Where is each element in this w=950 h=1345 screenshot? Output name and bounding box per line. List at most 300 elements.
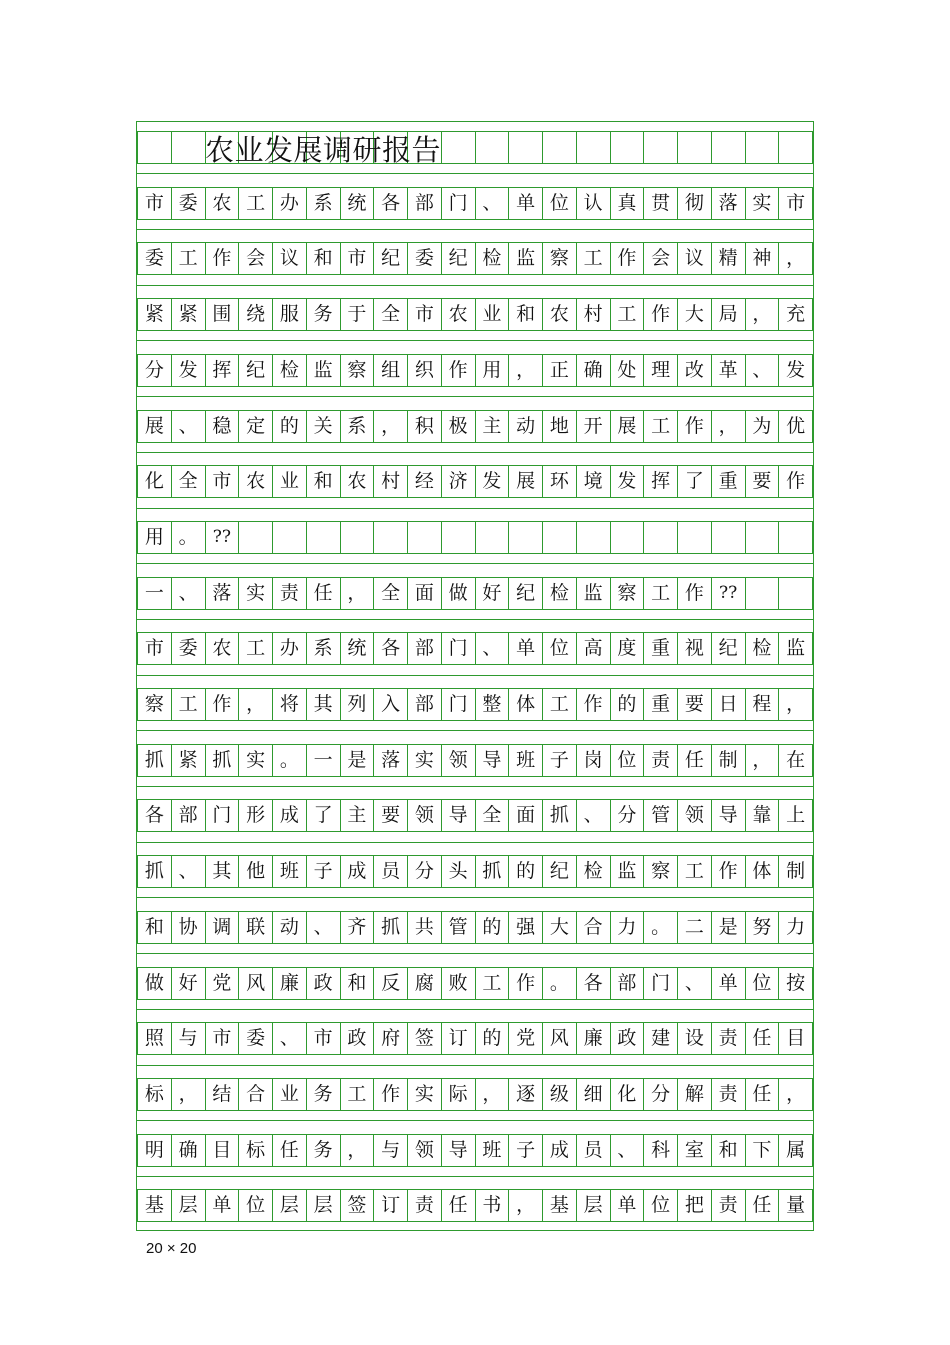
grid-cell bbox=[576, 131, 611, 164]
grid-character: 签 bbox=[407, 1022, 442, 1055]
grid-character: 实 bbox=[407, 1078, 442, 1111]
text-row bbox=[137, 354, 813, 387]
grid-character: ， bbox=[745, 744, 780, 777]
grid-character: 二 bbox=[677, 911, 712, 944]
grid-character: 地 bbox=[542, 410, 577, 443]
grid-character: 工 bbox=[643, 410, 678, 443]
grid-character: 作 bbox=[610, 242, 645, 275]
grid-character: 标 bbox=[137, 1078, 172, 1111]
grid-character: 调 bbox=[205, 911, 240, 944]
text-row bbox=[137, 688, 813, 721]
grid-character: 分 bbox=[137, 354, 172, 387]
grid-character: 责 bbox=[407, 1189, 442, 1222]
grid-character: 门 bbox=[441, 688, 476, 721]
grid-character: 领 bbox=[407, 799, 442, 832]
grid-character: 门 bbox=[205, 799, 240, 832]
grid-character: 议 bbox=[677, 242, 712, 275]
grid-character: 标 bbox=[238, 1134, 273, 1167]
grid-gap-line bbox=[137, 229, 813, 230]
grid-character: 神 bbox=[745, 242, 780, 275]
grid-character: 成 bbox=[340, 855, 375, 888]
grid-character: 的 bbox=[610, 688, 645, 721]
grid-character: 风 bbox=[542, 1022, 577, 1055]
grid-character: 好 bbox=[171, 967, 206, 1000]
text-row bbox=[137, 465, 813, 498]
grid-character: 设 bbox=[677, 1022, 712, 1055]
grid-character: 子 bbox=[306, 855, 341, 888]
grid-character: 务 bbox=[306, 1134, 341, 1167]
grid-character: 层 bbox=[171, 1189, 206, 1222]
grid-character: 察 bbox=[542, 242, 577, 275]
grid-character: 任 bbox=[306, 577, 341, 610]
grid-character: 基 bbox=[542, 1189, 577, 1222]
grid-cell bbox=[373, 521, 408, 554]
grid-character: ， bbox=[778, 688, 813, 721]
grid-character: 任 bbox=[441, 1189, 476, 1222]
grid-character: 积 bbox=[407, 410, 442, 443]
grid-character: 作 bbox=[373, 1078, 408, 1111]
grid-character: 办 bbox=[272, 632, 307, 665]
grid-character: 逐 bbox=[508, 1078, 543, 1111]
grid-character: ， bbox=[373, 410, 408, 443]
grid-character: 视 bbox=[677, 632, 712, 665]
grid-character: 的 bbox=[475, 1022, 510, 1055]
grid-character: 工 bbox=[542, 688, 577, 721]
grid-character: 市 bbox=[137, 632, 172, 665]
grid-character: 强 bbox=[508, 911, 543, 944]
grid-character: 体 bbox=[745, 855, 780, 888]
grid-cell bbox=[711, 131, 746, 164]
grid-character: 抓 bbox=[137, 744, 172, 777]
grid-cell bbox=[171, 131, 206, 164]
grid-character: 单 bbox=[711, 967, 746, 1000]
grid-character: 作 bbox=[677, 410, 712, 443]
text-row bbox=[137, 187, 813, 220]
grid-character: 业 bbox=[475, 298, 510, 331]
grid-character: 发 bbox=[778, 354, 813, 387]
grid-character: 单 bbox=[205, 1189, 240, 1222]
grid-character: 风 bbox=[238, 967, 273, 1000]
grid-character: 靠 bbox=[745, 799, 780, 832]
grid-character: 作 bbox=[508, 967, 543, 1000]
grid-character: ?? bbox=[711, 577, 746, 610]
grid-character: 制 bbox=[778, 855, 813, 888]
grid-gap-line bbox=[137, 897, 813, 898]
grid-character: 市 bbox=[137, 187, 172, 220]
grid-character: 和 bbox=[306, 465, 341, 498]
grid-character: 班 bbox=[475, 1134, 510, 1167]
grid-gap-line bbox=[137, 953, 813, 954]
grid-character: 委 bbox=[171, 187, 206, 220]
grid-character: 属 bbox=[778, 1134, 813, 1167]
grid-character: 发 bbox=[610, 465, 645, 498]
grid-character: 将 bbox=[272, 688, 307, 721]
grid-character: 订 bbox=[441, 1022, 476, 1055]
grid-character: 村 bbox=[373, 465, 408, 498]
grid-character: 、 bbox=[171, 855, 206, 888]
grid-character: 与 bbox=[373, 1134, 408, 1167]
grid-character: 紧 bbox=[137, 298, 172, 331]
grid-character: 任 bbox=[745, 1189, 780, 1222]
grid-character: 、 bbox=[475, 632, 510, 665]
grid-character: 日 bbox=[711, 688, 746, 721]
grid-gap-line bbox=[137, 619, 813, 620]
grid-cell bbox=[778, 521, 813, 554]
grid-character: 各 bbox=[373, 632, 408, 665]
grid-character: 真 bbox=[610, 187, 645, 220]
grid-character: 书 bbox=[475, 1189, 510, 1222]
grid-cell bbox=[677, 131, 712, 164]
grid-character: 作 bbox=[778, 465, 813, 498]
grid-character: 抓 bbox=[205, 744, 240, 777]
grid-character: 程 bbox=[745, 688, 780, 721]
grid-character: 纪 bbox=[373, 242, 408, 275]
grid-character: 基 bbox=[137, 1189, 172, 1222]
grid-character: 农 bbox=[542, 298, 577, 331]
text-row bbox=[137, 967, 813, 1000]
grid-character: 工 bbox=[171, 242, 206, 275]
grid-character: 头 bbox=[441, 855, 476, 888]
grid-character: 了 bbox=[306, 799, 341, 832]
grid-character: 联 bbox=[238, 911, 273, 944]
grid-character: 织 bbox=[407, 354, 442, 387]
grid-character: 纪 bbox=[441, 242, 476, 275]
grid-character: 检 bbox=[542, 577, 577, 610]
grid-character: 抓 bbox=[137, 855, 172, 888]
grid-character: 明 bbox=[137, 1134, 172, 1167]
grid-character: 订 bbox=[373, 1189, 408, 1222]
grid-character: 。 bbox=[171, 521, 206, 554]
grid-character: 成 bbox=[272, 799, 307, 832]
grid-character: 位 bbox=[542, 187, 577, 220]
grid-character: 市 bbox=[340, 242, 375, 275]
grid-character: 廉 bbox=[576, 1022, 611, 1055]
grid-character: 绕 bbox=[238, 298, 273, 331]
grid-character: 定 bbox=[238, 410, 273, 443]
grid-character: ， bbox=[778, 1078, 813, 1111]
grid-cell bbox=[508, 521, 543, 554]
grid-character: 败 bbox=[441, 967, 476, 1000]
grid-character: 市 bbox=[778, 187, 813, 220]
grid-character: 和 bbox=[340, 967, 375, 1000]
grid-character: 单 bbox=[508, 187, 543, 220]
grid-character: 抓 bbox=[542, 799, 577, 832]
grid-character: 大 bbox=[542, 911, 577, 944]
grid-character: 贯 bbox=[643, 187, 678, 220]
grid-character: 实 bbox=[407, 744, 442, 777]
text-row bbox=[137, 242, 813, 275]
grid-gap-line bbox=[137, 786, 813, 787]
grid-character: 了 bbox=[677, 465, 712, 498]
grid-character: 按 bbox=[778, 967, 813, 1000]
grid-character: 任 bbox=[272, 1134, 307, 1167]
grid-character: 认 bbox=[576, 187, 611, 220]
grid-character: 、 bbox=[272, 1022, 307, 1055]
grid-character: 紧 bbox=[171, 744, 206, 777]
grid-character: 责 bbox=[643, 744, 678, 777]
grid-character: 检 bbox=[475, 242, 510, 275]
grid-character: ， bbox=[508, 354, 543, 387]
grid-character: ， bbox=[475, 1078, 510, 1111]
text-row bbox=[137, 855, 813, 888]
grid-character: 村 bbox=[576, 298, 611, 331]
grid-character: 面 bbox=[407, 577, 442, 610]
grid-character: 力 bbox=[610, 911, 645, 944]
grid-character: 为 bbox=[745, 410, 780, 443]
grid-character: 领 bbox=[441, 744, 476, 777]
grid-character: 要 bbox=[745, 465, 780, 498]
grid-cell bbox=[643, 521, 678, 554]
grid-character: 济 bbox=[441, 465, 476, 498]
grid-cell bbox=[475, 521, 510, 554]
grid-character: 目 bbox=[205, 1134, 240, 1167]
grid-character: 其 bbox=[205, 855, 240, 888]
grid-character: 优 bbox=[778, 410, 813, 443]
grid-character: 局 bbox=[711, 298, 746, 331]
grid-character: 分 bbox=[407, 855, 442, 888]
grid-character: 动 bbox=[272, 911, 307, 944]
grid-character: 业 bbox=[272, 465, 307, 498]
grid-character: 级 bbox=[542, 1078, 577, 1111]
grid-character: 面 bbox=[508, 799, 543, 832]
grid-character: 做 bbox=[441, 577, 476, 610]
grid-character: 确 bbox=[171, 1134, 206, 1167]
grid-character: 全 bbox=[171, 465, 206, 498]
grid-character: 作 bbox=[711, 855, 746, 888]
grid-character: 大 bbox=[677, 298, 712, 331]
grid-character: ， bbox=[508, 1189, 543, 1222]
grid-character: ， bbox=[340, 1134, 375, 1167]
grid-character: 务 bbox=[306, 1078, 341, 1111]
grid-character: 检 bbox=[745, 632, 780, 665]
grid-character: 动 bbox=[508, 410, 543, 443]
grid-character: ， bbox=[171, 1078, 206, 1111]
grid-character: 纪 bbox=[238, 354, 273, 387]
grid-character: 监 bbox=[778, 632, 813, 665]
grid-character: 制 bbox=[711, 744, 746, 777]
grid-cell bbox=[137, 131, 172, 164]
grid-cell bbox=[778, 131, 813, 164]
grid-character: 发 bbox=[171, 354, 206, 387]
grid-character: 导 bbox=[475, 744, 510, 777]
grid-character: 用 bbox=[137, 521, 172, 554]
grid-character: 体 bbox=[508, 688, 543, 721]
grid-character: 业 bbox=[272, 1078, 307, 1111]
grid-cell bbox=[475, 131, 510, 164]
grid-cell bbox=[711, 521, 746, 554]
grid-character: 力 bbox=[778, 911, 813, 944]
grid-character: 监 bbox=[576, 577, 611, 610]
grid-character: 室 bbox=[677, 1134, 712, 1167]
text-row bbox=[137, 1189, 813, 1222]
text-row bbox=[137, 799, 813, 832]
grid-character: 下 bbox=[745, 1134, 780, 1167]
grid-character: 境 bbox=[576, 465, 611, 498]
grid-character: 化 bbox=[610, 1078, 645, 1111]
grid-character: 班 bbox=[272, 855, 307, 888]
grid-character: 合 bbox=[576, 911, 611, 944]
grid-character: 领 bbox=[677, 799, 712, 832]
grid-character: 确 bbox=[576, 354, 611, 387]
grid-character: 建 bbox=[643, 1022, 678, 1055]
grid-character: 用 bbox=[475, 354, 510, 387]
grid-character: 和 bbox=[137, 911, 172, 944]
grid-character: 导 bbox=[711, 799, 746, 832]
grid-cell bbox=[610, 521, 645, 554]
grid-character: 精 bbox=[711, 242, 746, 275]
grid-character: 腐 bbox=[407, 967, 442, 1000]
grid-character: 作 bbox=[576, 688, 611, 721]
grid-character: 。 bbox=[643, 911, 678, 944]
grid-character: 照 bbox=[137, 1022, 172, 1055]
grid-character: 。 bbox=[272, 744, 307, 777]
grid-character: 层 bbox=[306, 1189, 341, 1222]
grid-character: 门 bbox=[643, 967, 678, 1000]
grid-character: ， bbox=[745, 298, 780, 331]
grid-character: 务 bbox=[306, 298, 341, 331]
text-row bbox=[137, 1078, 813, 1111]
manuscript-grid-sheet bbox=[136, 121, 814, 1231]
grid-character: 做 bbox=[137, 967, 172, 1000]
grid-character: 纪 bbox=[711, 632, 746, 665]
grid-character: ， bbox=[778, 242, 813, 275]
grid-character: 系 bbox=[340, 410, 375, 443]
grid-character: 工 bbox=[576, 242, 611, 275]
text-row bbox=[137, 911, 813, 944]
grid-character: 共 bbox=[407, 911, 442, 944]
grid-character: 察 bbox=[610, 577, 645, 610]
grid-character: 落 bbox=[373, 744, 408, 777]
grid-character: 统 bbox=[340, 632, 375, 665]
grid-character: 管 bbox=[441, 911, 476, 944]
grid-character: 抓 bbox=[475, 855, 510, 888]
grid-character: 稳 bbox=[205, 410, 240, 443]
grid-cell bbox=[542, 521, 577, 554]
grid-character: 委 bbox=[171, 632, 206, 665]
grid-character: 协 bbox=[171, 911, 206, 944]
grid-character: 单 bbox=[508, 632, 543, 665]
grid-cell bbox=[610, 131, 645, 164]
grid-character: 解 bbox=[677, 1078, 712, 1111]
grid-character: 岗 bbox=[576, 744, 611, 777]
grid-character: 工 bbox=[643, 577, 678, 610]
grid-character: 科 bbox=[643, 1134, 678, 1167]
grid-cell bbox=[238, 521, 273, 554]
grid-character: 于 bbox=[340, 298, 375, 331]
text-row bbox=[137, 632, 813, 665]
grid-character: 任 bbox=[745, 1078, 780, 1111]
text-row bbox=[137, 521, 813, 554]
grid-character: 环 bbox=[542, 465, 577, 498]
grid-character: 改 bbox=[677, 354, 712, 387]
grid-character: 全 bbox=[373, 577, 408, 610]
grid-character: 与 bbox=[171, 1022, 206, 1055]
grid-character: 和 bbox=[306, 242, 341, 275]
grid-character: 紧 bbox=[171, 298, 206, 331]
grid-gap-line bbox=[137, 675, 813, 676]
grid-cell bbox=[306, 521, 341, 554]
grid-character: 农 bbox=[441, 298, 476, 331]
grid-character: 组 bbox=[373, 354, 408, 387]
grid-character: 、 bbox=[745, 354, 780, 387]
grid-character: 责 bbox=[711, 1022, 746, 1055]
grid-character: 府 bbox=[373, 1022, 408, 1055]
grid-character: 作 bbox=[205, 688, 240, 721]
grid-character: 分 bbox=[643, 1078, 678, 1111]
grid-character: ， bbox=[238, 688, 273, 721]
grid-character: 各 bbox=[576, 967, 611, 1000]
grid-character: 全 bbox=[475, 799, 510, 832]
grid-cell bbox=[542, 131, 577, 164]
grid-character: 门 bbox=[441, 632, 476, 665]
grid-character: 好 bbox=[475, 577, 510, 610]
grid-character: 单 bbox=[610, 1189, 645, 1222]
grid-character: 子 bbox=[508, 1134, 543, 1167]
grid-character: 量 bbox=[778, 1189, 813, 1222]
grid-character: 办 bbox=[272, 187, 307, 220]
grid-character: 主 bbox=[475, 410, 510, 443]
grid-character: 市 bbox=[306, 1022, 341, 1055]
grid-character: 、 bbox=[576, 799, 611, 832]
grid-character: 实 bbox=[745, 187, 780, 220]
grid-character: 发 bbox=[475, 465, 510, 498]
grid-character: 政 bbox=[610, 1022, 645, 1055]
grid-character: 处 bbox=[610, 354, 645, 387]
grid-character: 合 bbox=[238, 1078, 273, 1111]
grid-character: 察 bbox=[643, 855, 678, 888]
grid-gap-line bbox=[137, 396, 813, 397]
grid-character: 高 bbox=[576, 632, 611, 665]
grid-character: 委 bbox=[238, 1022, 273, 1055]
grid-character: 工 bbox=[238, 632, 273, 665]
grid-character: 其 bbox=[306, 688, 341, 721]
grid-character: 围 bbox=[205, 298, 240, 331]
grid-character: 位 bbox=[643, 1189, 678, 1222]
grid-gap-line bbox=[137, 340, 813, 341]
grid-character: 和 bbox=[508, 298, 543, 331]
grid-character: 监 bbox=[306, 354, 341, 387]
text-row bbox=[137, 410, 813, 443]
grid-character: 一 bbox=[306, 744, 341, 777]
grid-gap-line bbox=[137, 1120, 813, 1121]
grid-character: 市 bbox=[205, 1022, 240, 1055]
grid-character: 落 bbox=[711, 187, 746, 220]
text-row bbox=[137, 744, 813, 777]
grid-character: 充 bbox=[778, 298, 813, 331]
grid-character: 关 bbox=[306, 410, 341, 443]
grid-character: 系 bbox=[306, 632, 341, 665]
text-row bbox=[137, 298, 813, 331]
grid-character: 、 bbox=[171, 410, 206, 443]
grid-character: 监 bbox=[610, 855, 645, 888]
grid-character: 成 bbox=[542, 1134, 577, 1167]
grid-character: 农 bbox=[340, 465, 375, 498]
grid-character: 委 bbox=[407, 242, 442, 275]
grid-character: 位 bbox=[610, 744, 645, 777]
grid-character: 细 bbox=[576, 1078, 611, 1111]
grid-character: 会 bbox=[238, 242, 273, 275]
grid-character: 重 bbox=[711, 465, 746, 498]
document-title: 农业发展调研报告 bbox=[205, 133, 442, 167]
grid-character: 、 bbox=[306, 911, 341, 944]
grid-character: 极 bbox=[441, 410, 476, 443]
grid-character: 纪 bbox=[542, 855, 577, 888]
grid-character: 导 bbox=[441, 1134, 476, 1167]
grid-gap-line bbox=[137, 1176, 813, 1177]
grid-character: 实 bbox=[238, 577, 273, 610]
grid-character: 挥 bbox=[205, 354, 240, 387]
grid-character: 任 bbox=[745, 1022, 780, 1055]
